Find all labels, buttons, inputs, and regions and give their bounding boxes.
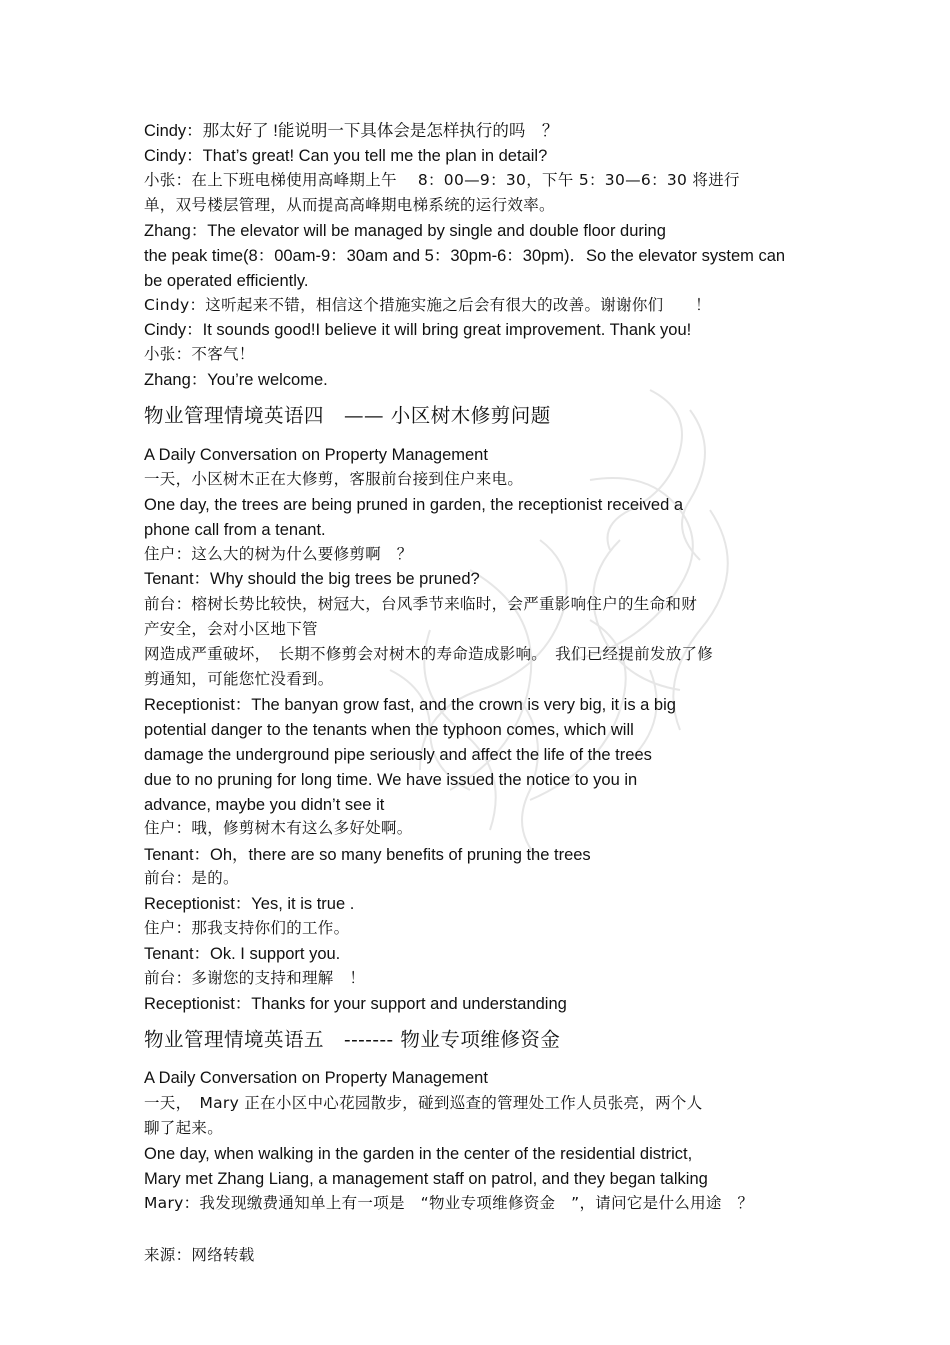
- tenant-line-zh: 住户：那我支持你们的工作。: [144, 919, 350, 937]
- receptionist-line-en: potential danger to the tenants when the typhoon comes, which will: [144, 721, 634, 739]
- receptionist-line-en: damage the underground pipe seriously and affect the life of the trees: [144, 746, 652, 764]
- tenant-line-zh: 住户：哦，修剪树木有这么多好处啊。: [144, 819, 413, 837]
- zhang-line-zh: 单，双号楼层管理，从而提高高峰期电梯系统的运行效率。: [144, 196, 555, 214]
- section-heading-4: 物业管理情境英语四 —— 小区树木修剪问题: [144, 404, 551, 427]
- zhang-line-en: be operated efficiently.: [144, 272, 309, 290]
- zhang-line-en: Zhang：You’re welcome.: [144, 371, 328, 389]
- source-footer: 来源：网络转载: [144, 1246, 255, 1264]
- receptionist-line-zh: 前台：是的。: [144, 869, 239, 887]
- zhang-line-en: Zhang：The elevator will be managed by single and double floor during: [144, 222, 666, 240]
- zhang-line-en: the peak time(8：00am-9：30am and 5：30pm-6：30pm)．So the elevator system can: [144, 247, 786, 265]
- receptionist-line-en: advance, maybe you didn’t see it: [144, 796, 385, 814]
- receptionist-line-zh: 剪通知，可能您忙没看到。: [144, 670, 334, 688]
- mary-line-zh: Mary：我发现缴费通知单上有一项是 “物业专项维修资金 ”，请问它是什么用途 ？: [144, 1194, 754, 1212]
- zhang-line-zh: 小张：不客气！: [144, 345, 255, 363]
- cindy-line-en: Cindy：That’s great! Can you tell me the plan in detail?: [144, 147, 548, 165]
- narration-en: Mary met Zhang Liang, a management staff on patrol, and they began talking: [144, 1170, 708, 1188]
- tenant-line-en: Tenant：Ok. I support you.: [144, 945, 341, 963]
- receptionist-line-zh: 前台：榕树长势比较快，树冠大，台风季节来临时，会严重影响住户的生命和财: [144, 595, 698, 613]
- receptionist-line-en: Receptionist：Yes, it is true .: [144, 895, 355, 913]
- receptionist-line-zh: 产安全，会对小区地下管: [144, 620, 318, 638]
- section-heading-5: 物业管理情境英语五 ------- 物业专项维修资金: [144, 1028, 561, 1051]
- cindy-line-zh: Cindy：这听起来不错，相信这个措施实施之后会有很大的改善。谢谢你们 ！: [144, 296, 711, 314]
- receptionist-line-zh: 网造成严重破坏， 长期不修剪会对树木的寿命造成影响。 我们已经提前发放了修: [144, 645, 714, 663]
- section-subtitle: A Daily Conversation on Property Management: [144, 1069, 488, 1087]
- tenant-line-zh: 住户：这么大的树为什么要修剪啊 ？: [144, 545, 413, 563]
- receptionist-line-zh: 前台：多谢您的支持和理解 ！: [144, 969, 366, 987]
- narration-en: phone call from a tenant.: [144, 521, 326, 539]
- narration-zh: 一天， Mary 正在小区中心花园散步，碰到巡查的管理处工作人员张亮，两个人: [144, 1094, 703, 1112]
- narration-zh: 一天，小区树木正在大修剪，客服前台接到住户来电。: [144, 470, 524, 488]
- tenant-line-en: Tenant：Oh，there are so many benefits of pruning the trees: [144, 846, 591, 864]
- receptionist-line-en: Receptionist：Thanks for your support and understanding: [144, 995, 567, 1013]
- receptionist-line-en: Receptionist：The banyan grow fast, and the crown is very big, it is a big: [144, 696, 676, 714]
- narration-en: One day, the trees are being pruned in garden, the receptionist received a: [144, 496, 684, 514]
- section-subtitle: A Daily Conversation on Property Management: [144, 446, 488, 464]
- cindy-line-en: Cindy：It sounds good!I believe it will bring great improvement. Thank you!: [144, 321, 692, 339]
- cindy-line-en: Cindy：那太好了 !能说明一下具体会是怎样执行的吗 ？: [144, 122, 559, 140]
- narration-en: One day, when walking in the garden in the center of the residential district,: [144, 1145, 693, 1163]
- receptionist-line-en: due to no pruning for long time. We have issued the notice to you in: [144, 771, 638, 789]
- zhang-line-zh: 小张：在上下班电梯使用高峰期上午 8：00—9：30，下午 5：30—6：30 将进行: [144, 171, 740, 189]
- narration-zh: 聊了起来。: [144, 1119, 224, 1137]
- tenant-line-en: Tenant：Why should the big trees be pruned?: [144, 570, 480, 588]
